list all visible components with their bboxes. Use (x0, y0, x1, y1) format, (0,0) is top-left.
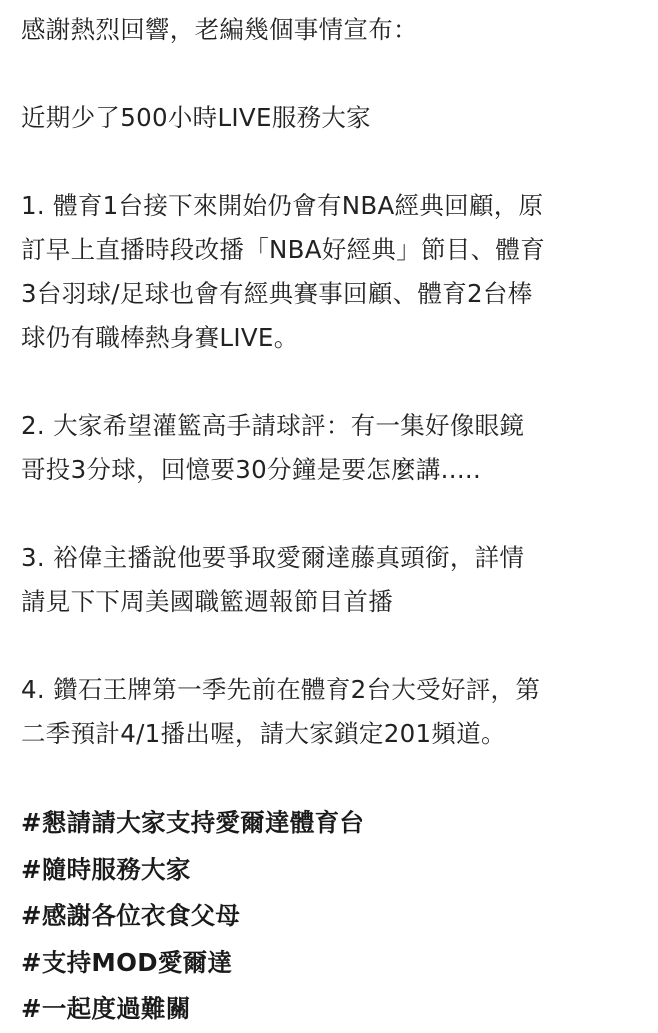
item-2-line-1: 2. 大家希望灌籃高手請球評：有一集好像眼鏡 (21, 411, 525, 440)
item-3-line-1: 3. 裕偉主播說他要爭取愛爾達藤真頭銜，詳情 (21, 543, 525, 572)
announcement-item-1 (21, 184, 641, 360)
item-4-line-1: 4. 鑽石王牌第一季先前在體育2台大受好評，第 (21, 675, 541, 704)
announcement-item-3 (21, 536, 641, 624)
item-1-line-2: 訂早上直播時段改播「NBA好經典」節目、體育 (21, 235, 545, 264)
hashtag-always-serve[interactable]: #隨時服務大家 (21, 854, 191, 884)
hashtag-get-through[interactable]: #一起度過難關 (21, 994, 191, 1023)
item-4-line-2: 二季預計4/1播出喔，請大家鎖定201頻道。 (21, 719, 506, 748)
item-2-line-2: 哥投3分球，回憶要30分鐘是要怎麼講..... (21, 455, 482, 484)
item-3-line-2: 請見下下周美國職籃週報節目首播 (21, 587, 393, 616)
post-intro: 近期少了500小時LIVE服務大家 (21, 103, 371, 132)
hashtag-support-elta[interactable]: #懇請請大家支持愛爾達體育台 (21, 808, 365, 837)
announcement-item-4 (21, 668, 641, 756)
item-1-line-3: 3台羽球/足球也會有經典賽事回顧、體育2台棒 (21, 279, 533, 308)
item-1-line-1: 1. 體育1台接下來開始仍會有NBA經典回顧，原 (21, 191, 544, 220)
hashtag-list (21, 800, 641, 1033)
post-heading: 感謝熱烈回響，老編幾個事情宣布： (21, 15, 418, 44)
hashtag-support-mod[interactable]: #支持MOD愛爾達 (21, 947, 233, 977)
announcement-item-2 (21, 404, 641, 492)
item-1-line-4: 球仍有職棒熱身賽LIVE。 (21, 323, 299, 352)
post-body (21, 8, 641, 1033)
hashtag-thanks-fans[interactable]: #感謝各位衣食父母 (21, 901, 241, 930)
